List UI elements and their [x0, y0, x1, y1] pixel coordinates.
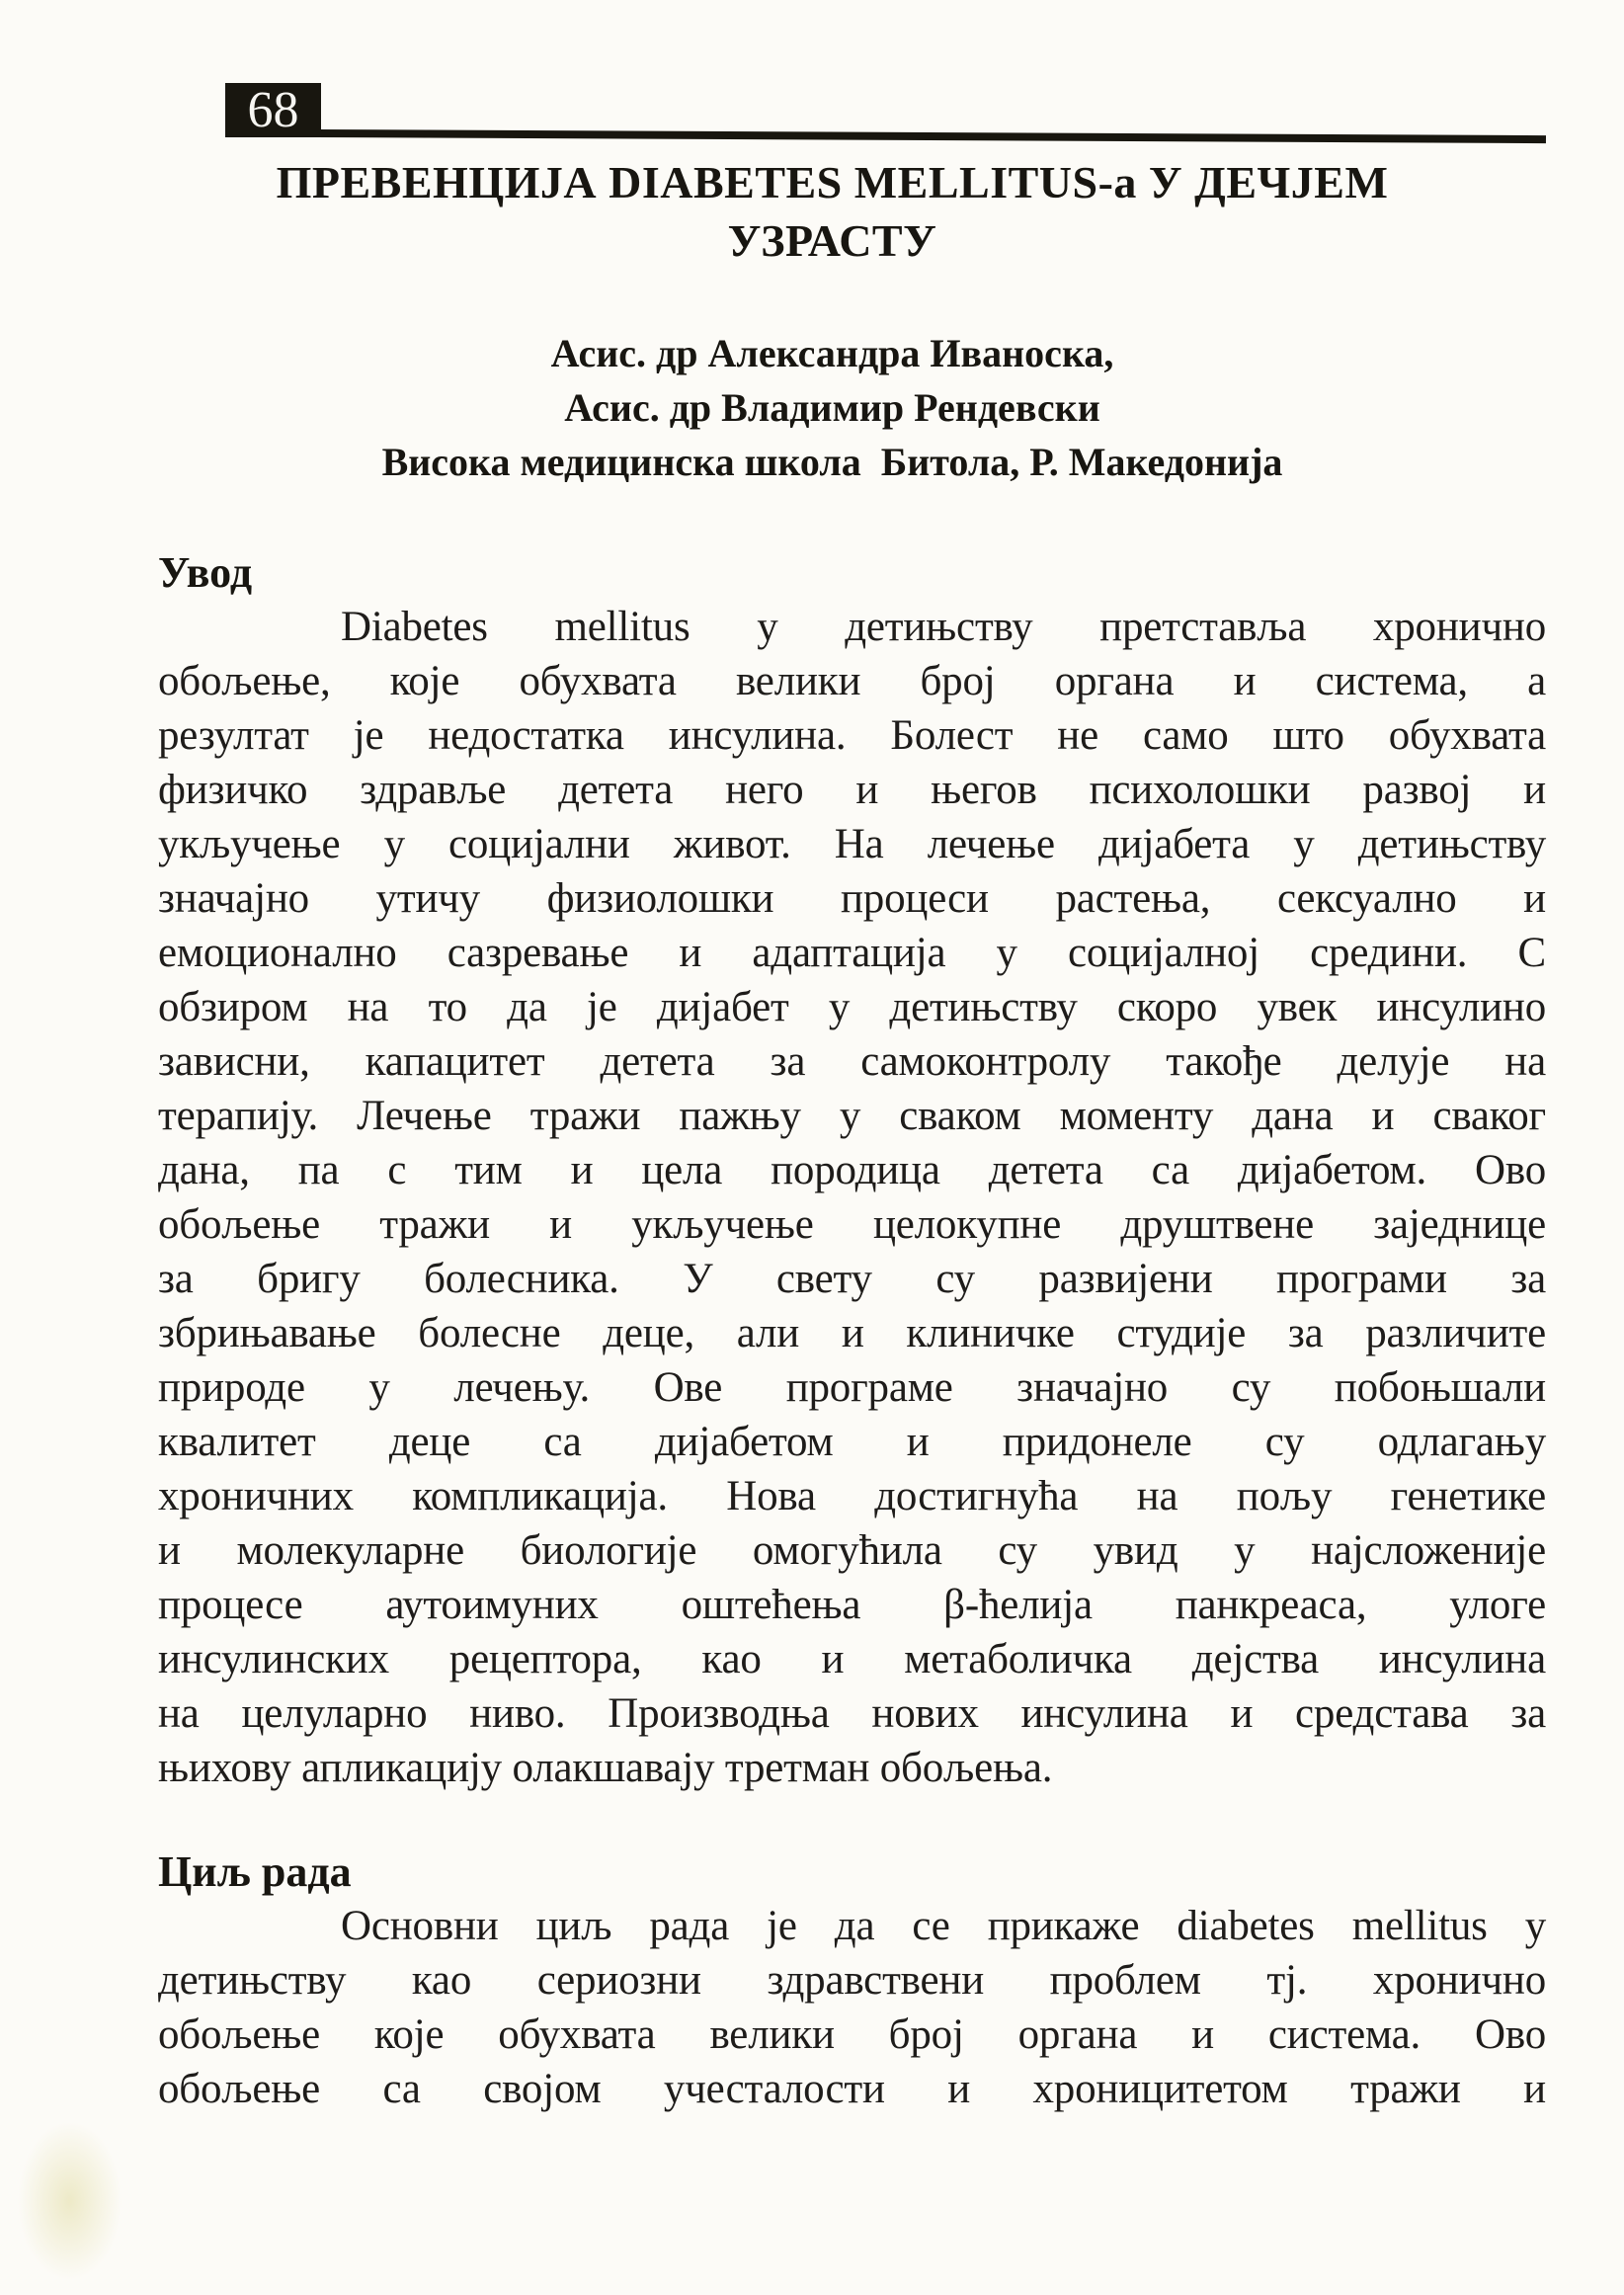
text-line: обољење које обухвата велики број органа и система. Ово: [158, 2011, 1546, 2058]
text-line: физичко здравље детета него и његов психолошки развој и: [158, 767, 1546, 813]
text-line: и молекуларне биологије омогућила су увид у најсложеније: [158, 1527, 1546, 1574]
authors-block: [119, 326, 1546, 489]
text-line: детињству као сериозни здравствени проблем тј. хронично: [158, 1957, 1546, 2004]
article-title-line-1: ПРЕВЕНЦИЈА DIABETES MELLITUS-а У ДЕЧЈЕМ: [276, 157, 1389, 207]
text-line: за бригу болесника. У свету су развијени програми за: [158, 1256, 1546, 1302]
section-cilj-rada: [158, 1844, 1546, 2116]
text-line: значајно утичу физиолошки процеси растења, сексуално и: [158, 875, 1546, 922]
author-line-2: Асис. др Владимир Рендевски: [564, 385, 1100, 430]
text-line: природе у лечењу. Ове програме значајно су побоњшали: [158, 1364, 1546, 1411]
text-line: њихову апликацију олакшавају третман обољења.: [158, 1745, 1053, 1791]
text-line: дана, па с тим и цела породица детета са дијабетом. Ово: [158, 1147, 1546, 1193]
text-line: обзиром на то да је дијабет у детињству скоро увек инсулино: [158, 984, 1546, 1030]
text-line: емоционално сазревање и адаптација у социјалној средини. С: [158, 930, 1546, 976]
article-body: [158, 545, 1546, 2116]
section-uvod: [158, 545, 1546, 1795]
text-line: зависни, капацитет детета за самоконтролу такође делује на: [158, 1038, 1546, 1085]
text-line: Diabetes mellitus у детињству претставља хронично: [341, 604, 1546, 650]
page-number: 68: [247, 81, 299, 138]
text-line: збрињавање болесне деце, али и клиничке студије за различите: [158, 1310, 1546, 1356]
author-line-1: Асис. др Александра Иваноска,: [550, 331, 1114, 375]
scan-stain: [18, 2122, 122, 2280]
affiliation-line: Висока медицинска школа Битола, Р. Македонија: [381, 440, 1283, 484]
header-rule: [318, 129, 1546, 143]
section-heading-cilj-rada: Циљ рада: [158, 1847, 352, 1896]
text-line: терапију. Лечење тражи пажњу у сваком моменту дана и сваког: [158, 1093, 1546, 1139]
text-line: хроничних компликација. Нова достигнућа на пољу генетике: [158, 1473, 1546, 1519]
text-line: на целуларно ниво. Производња нових инсулина и средстава за: [158, 1690, 1546, 1737]
paragraph-cilj-rada: [158, 1899, 1546, 2116]
text-line: обољење, које обухвата велики број органа и система, а: [158, 658, 1546, 704]
article-title-line-2: УЗРАСТУ: [727, 215, 937, 266]
page-number-box: [225, 83, 321, 137]
article-title: [119, 153, 1546, 270]
text-line: Основни циљ рада је да се прикаже diabetes mellitus у: [341, 1903, 1546, 1949]
paragraph-uvod: [158, 600, 1546, 1795]
text-line: обољење са својом учесталости и хроницитетом тражи и: [158, 2066, 1546, 2112]
text-line: обољење тражи и укључење целокупне друштвене заједнице: [158, 1201, 1546, 1248]
text-line: квалитет деце са дијабетом и придонеле су одлагању: [158, 1419, 1546, 1465]
section-heading-uvod: Увод: [158, 548, 253, 597]
text-line: процесе аутоимуних оштећења β-ћелија панкреаса, улоге: [158, 1582, 1546, 1628]
text-line: укључење у социјални живот. На лечење дијабета у детињству: [158, 821, 1546, 867]
text-line: инсулинских рецептора, као и метаболичка дејства инсулина: [158, 1636, 1546, 1682]
text-line: резултат је недостатка инсулина. Болест не само што обухвата: [158, 712, 1546, 759]
